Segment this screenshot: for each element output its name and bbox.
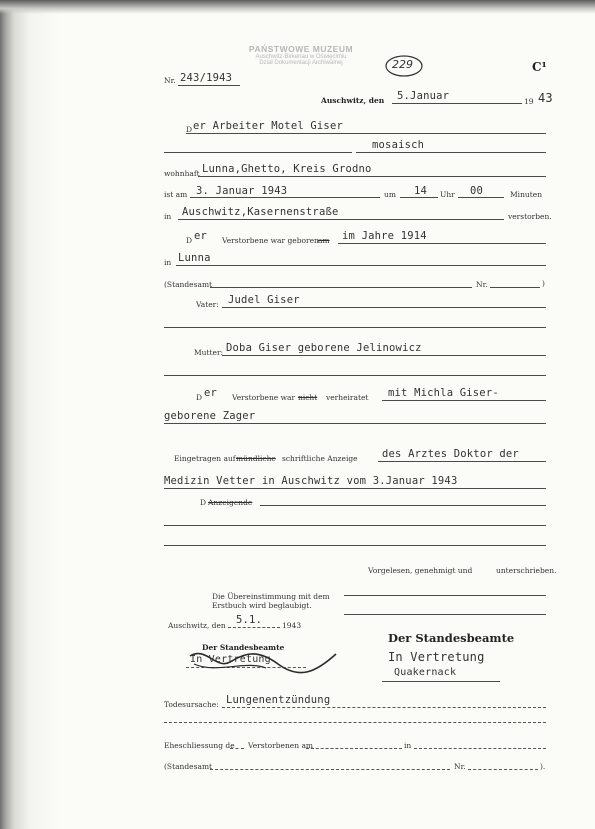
place-date-label: Auschwitz, den [321, 96, 385, 105]
signature-name: Quakernack [394, 667, 457, 678]
standesbeamte-title: Der Standesbeamte [388, 631, 515, 645]
nr-value: 243/1943 [180, 72, 233, 84]
nr-rule [178, 85, 240, 86]
vater-rule-2 [164, 327, 546, 328]
death-date-value: 3. Januar 1943 [196, 185, 288, 197]
um-label: um [384, 190, 396, 199]
anzeige-rule [378, 461, 546, 462]
marriage-prefix: D [196, 393, 203, 402]
standesamt-nr-label: Nr. [476, 280, 488, 289]
hour-value: 14 [414, 185, 428, 197]
eheschliessung-rule-c [414, 748, 546, 749]
subject-rule [186, 133, 546, 134]
standesamt-rule [210, 287, 472, 288]
in-label: in [164, 212, 172, 221]
subject-value: er Arbeiter Motel Giser [193, 120, 343, 132]
birth-place-rule [176, 265, 546, 266]
year-prefix: 19 [524, 97, 534, 106]
vater-label: Vater: [196, 300, 219, 309]
spouse-rule [382, 400, 546, 401]
wohnhaft-label: wohnhaft [164, 169, 200, 178]
beglaubigt-year: 1943 [282, 621, 302, 630]
verstorbene-gender: er [194, 230, 208, 242]
uhr-label: Uhr [440, 190, 455, 199]
death-date-rule [190, 197, 380, 198]
blank-rule-1 [164, 525, 546, 526]
standesamt-nr-rule [490, 287, 540, 288]
footer-nr-label: Nr. [454, 762, 466, 771]
spouse-line-2: geborene Zager [164, 410, 256, 422]
handwritten-signature [186, 640, 346, 680]
todesursache-rule-2 [164, 722, 546, 723]
year-value: 43 [538, 91, 553, 105]
vater-value: Judel Giser [228, 294, 300, 306]
mutter-label: Mutter: [194, 348, 224, 357]
todesursache-label: Todesursache: [164, 700, 219, 709]
stamp-title: PAŃSTWOWE MUZEUM [248, 44, 354, 54]
beglaubigt-date-rule [228, 627, 280, 628]
geboren-am-struck: am [318, 236, 330, 245]
eheschliessung-rule-b [306, 748, 402, 749]
religion-rule-left [164, 152, 352, 153]
religion-rule-right [356, 152, 546, 153]
date-value: 5.Januar [397, 90, 450, 102]
verstorben-label: verstorben. [508, 212, 552, 221]
standesbeamte-small: Der Standesbeamte [202, 643, 285, 652]
minuten-label: Minuten [510, 190, 543, 199]
footer-standesamt-rule [210, 769, 450, 770]
birth-in-label: in [164, 258, 172, 267]
date-rule [392, 103, 522, 104]
beglaubigt-place: Auschwitz, den [168, 621, 226, 630]
vater-rule [222, 307, 546, 308]
anzeigende-prefix: D [200, 498, 207, 507]
anzeige-line-2: Medizin Vetter in Auschwitz vom 3.Januar 1943 [164, 475, 458, 487]
signature-name-rule [382, 681, 500, 682]
muendliche-struck: mündliche [236, 454, 276, 463]
der-prefix: D [186, 125, 193, 134]
scan-shadow [0, 0, 595, 14]
anzeigende-label: Anzeigende [208, 498, 253, 507]
minute-value: 00 [470, 185, 484, 197]
footer-standesamt-label: (Standesamt [164, 762, 213, 771]
unterschrieben-label: unterschrieben. [496, 566, 557, 575]
anzeige-rule-2 [164, 488, 546, 489]
beglaubigt-date: 5.1. [236, 614, 263, 626]
footer-nr-rule [468, 769, 538, 770]
mutter-rule-2 [164, 375, 546, 376]
footer-close: ). [540, 762, 546, 771]
birth-place-value: Lunna [178, 252, 211, 264]
todesursache-value: Lungenentzündung [226, 694, 331, 706]
eingetragen-label: Eingetragen auf [174, 454, 236, 463]
religion-value: mosaisch [372, 139, 425, 151]
hour-rule [400, 197, 438, 198]
anzeige-value: des Arztes Doktor der [382, 448, 519, 460]
museum-stamp [236, 44, 366, 66]
standesamt-label: (Standesamt [164, 280, 213, 289]
ist-am-label: ist am [164, 190, 188, 199]
todesursache-rule [222, 707, 546, 708]
schriftliche-label: schriftliche Anzeige [282, 454, 358, 463]
standesamt-close: ) [542, 279, 545, 288]
spouse-value: mit Michla Giser- [388, 387, 499, 399]
death-place-value: Auschwitz,Kasernenstraße [182, 206, 339, 218]
verstorbenen-label: Verstorbenen am [248, 741, 314, 750]
anzeigende-rule [260, 505, 546, 506]
in-vertretung-small: In Vertretung [190, 654, 271, 665]
in-vertretung-title: In Vertretung [388, 650, 485, 664]
blank-rule-2 [164, 545, 546, 546]
birth-date-value: im Jahre 1914 [342, 230, 427, 242]
stamp-line-1: Auschwitz-Birkenau w Oświęcimiu [255, 54, 347, 60]
marriage-war-label: Verstorbene war [232, 393, 296, 402]
eheschliessung-rule-a [230, 748, 244, 749]
marriage-gender: er [204, 387, 218, 399]
verheiratet-label: verheiratet [326, 393, 369, 402]
uebereinstimmung-line-2: Erstbuch wird beglaubigt. [212, 601, 312, 610]
circled-number: 229 [392, 58, 413, 71]
eheschliessung-in-label: in [404, 741, 412, 750]
minute-rule [458, 197, 504, 198]
uebereinstimmung-line-1: Die Übereinstimmung mit dem [212, 592, 330, 601]
birth-date-rule [338, 243, 546, 244]
verstorbene-prefix: D [186, 236, 193, 245]
signature-rule-2 [344, 614, 546, 615]
stamp-line-2: Dział Dokumentacji Archiwalnej [259, 60, 343, 66]
vorgelesen-label: Vorgelesen, genehmigt und [368, 566, 473, 575]
form-code: C¹ [532, 60, 547, 74]
death-place-rule [178, 219, 504, 220]
spouse-rule-2 [164, 423, 546, 424]
eheschliessung-label: Eheschliessung de [164, 741, 235, 750]
signature-rule-1 [344, 595, 546, 596]
mutter-value: Doba Giser geborene Jelinowicz [226, 342, 422, 354]
mutter-rule [222, 355, 546, 356]
nicht-struck: nicht [298, 393, 318, 402]
nr-label: Nr. [164, 76, 176, 85]
verstorbene-geboren-label: Verstorbene war geboren [222, 236, 319, 245]
wohnhaft-value: Lunna,Ghetto, Kreis Grodno [202, 163, 372, 175]
wohnhaft-rule [198, 176, 546, 177]
